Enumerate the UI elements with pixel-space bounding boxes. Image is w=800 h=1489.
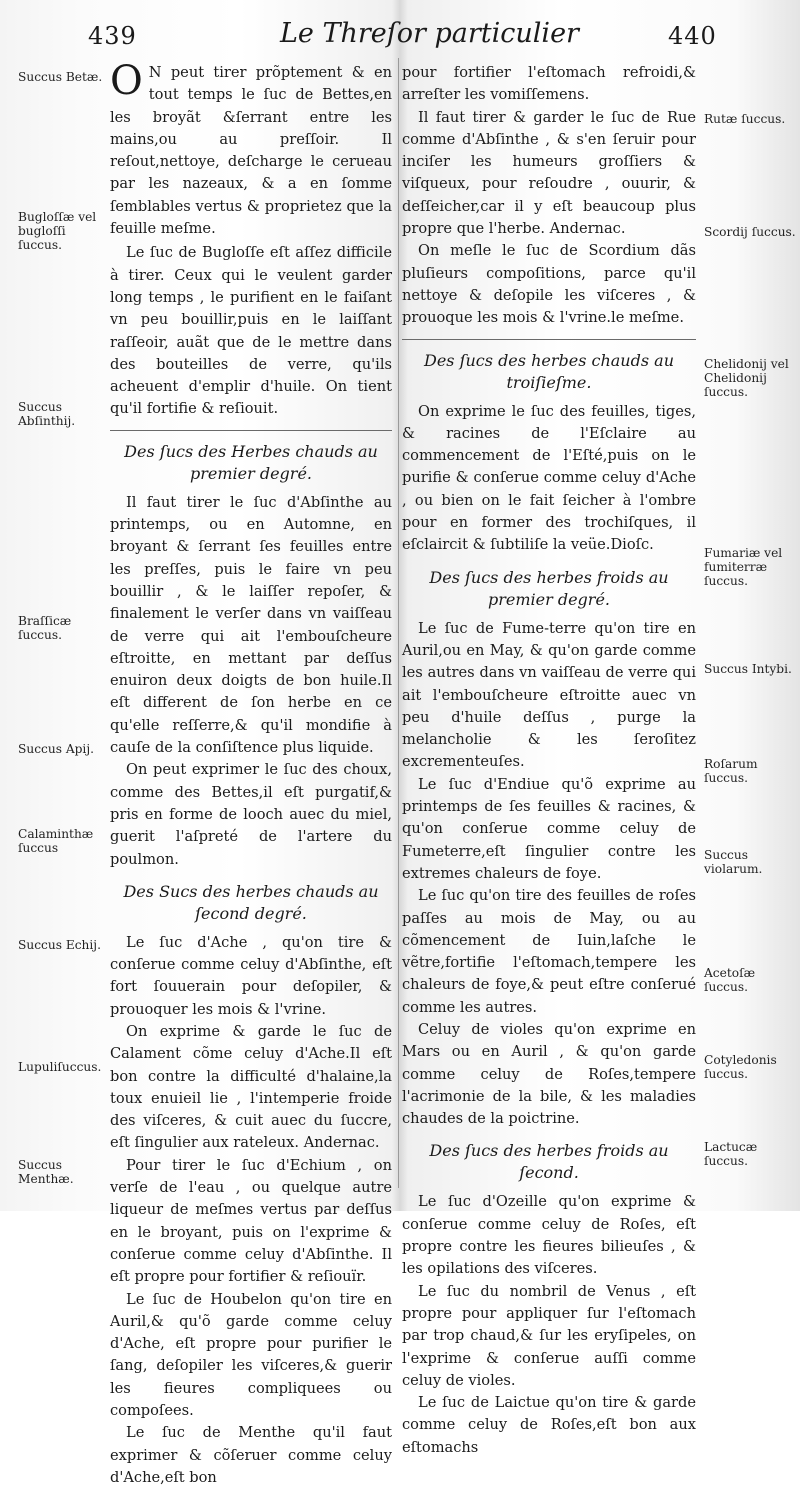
section-heading: Des ſucs des herbes chauds au troiſieſme. xyxy=(423,350,674,392)
margin-note: Fumariæ vel fumiterræ ſuccus. xyxy=(704,546,783,588)
paragraph-echium: Pour tirer le ſuc d'Echium , on verſe de l'eau , ou quelque autre liqueur de meſmes vertus par deſſus en le broyant, puis on l'exprime & conſerue comme celuy d'Abſinthe. Il eſt propre pour fortifier & reſiouïr. xyxy=(110,1156,392,1286)
margin-note: Succus Apij. xyxy=(18,742,94,756)
margin-note: Bugloſſæ vel bugloſſi ſuccus. xyxy=(18,210,97,252)
margin-note: Chelidonij vel Chelidonij ſuccus. xyxy=(704,357,789,399)
paragraph-houbelon: Le ſuc de Houbelon qu'on tire en Auril,& qu'õ garde comme celuy d'Ache, eſt propre pour purifier le ſang, deſopiler les viſceres,& guerir les fieures compliquees ou compoſees. xyxy=(110,1290,392,1420)
margin-note: Lactucæ ſuccus. xyxy=(704,1140,758,1168)
margin-note: Lupuliſuccus. xyxy=(18,1060,102,1074)
margin-note: Roſarum ſuccus. xyxy=(704,757,758,785)
margin-note: Succus Echij. xyxy=(18,938,101,952)
page-number-left: 439 xyxy=(88,22,137,50)
section-heading: Des ſucs des herbes froids au premier degré. xyxy=(429,567,669,609)
running-title: Le Threſor particulier xyxy=(280,18,579,49)
paragraph-absinthe: Il faut tirer le ſuc d'Abſinthe au printemps, ou en Automne, en broyant & ſerrant ſes feuilles entre les preſſes, puis le faire vn peu bouillir , & le laiſſer repoſer, & finalement le verſer dans vn vaiſſeau de verre qui ait l'embouſcheure eſtroitte, en mettant par deſſus enuiron deux doigts de bon huile.Il eſt different de ſon herbe en ce qu'elle reſſerre,& qu'il mondifie à cauſe de la conſiſtence plus liquide. xyxy=(110,493,392,757)
paragraph-menthe: Le ſuc de Menthe qu'il faut exprimer & cõſeruer comme celuy d'Ache,eſt bon xyxy=(110,1424,392,1486)
margin-note: Acetoſæ ſuccus. xyxy=(704,966,756,994)
margin-note: Calaminthæ ſuccus xyxy=(18,827,94,855)
paragraph-continued: pour fortifier l'eſtomach refroidi,& arreſter les vomiſſemens. xyxy=(402,64,696,104)
column-divider xyxy=(398,58,399,1188)
margin-note: Cotyledonis ſuccus. xyxy=(704,1053,777,1081)
paragraph-bettes xyxy=(110,58,392,240)
margin-note: Succus Betæ. xyxy=(18,70,103,84)
paragraph-violes: Celuy de violes qu'on exprime en Mars ou en Auril , & qu'on garde comme celuy de Roſes,tempere l'acrimonie de la bile, & les maladies chaudes de la poictrine. xyxy=(402,1020,696,1128)
margin-note: Braſſicæ ſuccus. xyxy=(18,614,72,642)
paragraph-roses: Le ſuc qu'on tire des feuilles de roſes paſſes au mois de May, ou au cõmencement de Iuin,laſche le vẽtre,fortifie l'eſtomach,tempere les chaleurs de foye,& peut eſtre conſerué comme les autres. xyxy=(402,887,696,1016)
margin-note: Succus violarum. xyxy=(704,848,763,876)
right-column xyxy=(402,62,696,1459)
paragraph-fume-terre: Le ſuc de Fume-terre qu'on tire en Auril,ou en May, & qu'on garde comme les autres dans vn vaiſſeau de verre qui ait l'embouſcheure eſtroitte auec vn peu d'huile deſſus , purge la melancholie & les ſeroſitez excrementeuſes. xyxy=(402,619,696,771)
paragraph-ozeille: Le ſuc d'Ozeille qu'on exprime & conſerue comme celuy de Roſes, eſt propre contre les fieures bilieuſes , & les opilations des viſceres. xyxy=(402,1193,696,1278)
paragraph-rue: Il faut tirer & garder le ſuc de Rue comme d'Abſinthe , & s'en ſeruir pour inciſer les humeurs groſſiers & viſqueux, pour reſoudre , ouurir, & deſſeicher,car il y eſt beaucoup plus propre que l'herbe. Andernac. xyxy=(402,108,696,238)
paragraph-buglosse: Le ſuc de Bugloſſe eſt aſſez difficile à tirer. Ceux qui le veulent garder long temps , le purifient en le faiſant vn peu bouillir,puis en le laiſſant raſſeoir, auãt que de le mettre dans des bouteilles de verre, qu'ils acheuent d'emplir d'huile. On tient qu'il fortifie & reſiouit. xyxy=(110,244,392,418)
margin-note: Scordij ſuccus. xyxy=(704,225,796,239)
paragraph-text: N peut tirer prõptement & en tout temps le ſuc de Bettes,en les broyãt &ſerrant entre les mains,ou au preſſoir. Il reſout,nettoye, deſcharge le cerueau par les nazeaux, & a en ſomme ſemblables vertus & proprietez que la feuille meſme. xyxy=(110,64,392,238)
paragraph-endiue: Le ſuc d'Endiue qu'õ exprime au printemps de ſes feuilles & racines, & qu'on conſerue comme celuy de Fumeterre,eſt ſingulier contre les extremes chaleurs de foye. xyxy=(402,775,696,882)
paragraph-choux: On peut exprimer le ſuc des choux, comme des Bettes,il eſt purgatif,& pris en forme de looch auec du miel, guerit l'aſpreté de l'artere du poulmon. xyxy=(110,761,392,868)
drop-cap: O xyxy=(110,58,143,104)
section-heading: Des ſucs des Herbes chauds au premier degré. xyxy=(124,441,378,483)
section-rule xyxy=(402,339,696,340)
paragraph-laictue: Le ſuc de Laictue qu'on tire & garde comme celuy de Roſes,eſt bon aux eſtomachs xyxy=(402,1394,696,1456)
margin-note: Succus Abſinthij. xyxy=(18,400,76,428)
page-number-right: 440 xyxy=(668,22,717,50)
margin-note: Rutæ ſuccus. xyxy=(704,112,786,126)
paragraph-calament: On exprime & garde le ſuc de Calament cõme celuy d'Ache.Il eſt bon contre la difficulté d'halaine,la toux enuieil lie , l'intemperie froide des viſceres, & cuit auec du ſuccre, eſt ſingulier aux rateleux. Andernac. xyxy=(110,1022,392,1152)
paragraph-nombril-venus: Le ſuc du nombril de Venus , eſt propre pour appliquer ſur l'eſtomach par trop chaud,& ſur les eryſipeles, on l'exprime & conſerue auſſi comme celuy de violes. xyxy=(402,1282,696,1389)
margin-note: Succus Intybi. xyxy=(704,662,792,676)
margin-note: Succus Menthæ. xyxy=(18,1158,74,1186)
left-column xyxy=(110,58,392,1489)
paragraph-ache: Le ſuc d'Ache , qu'on tire & conſerue comme celuy d'Abſinthe, eſt fort ſouuerain pour deſopiler, & prouoquer les mois & l'vrine. xyxy=(110,933,392,1018)
section-heading: Des ſucs des herbes froids au ſecond. xyxy=(429,1141,669,1183)
paragraph-scordium: On meſle le ſuc de Scordium dãs pluſieurs compoſitions, parce qu'il nettoye & deſopile les viſceres , & prouoque les mois & l'vrine.le meſme. xyxy=(402,242,696,327)
section-heading: Des Sucs des herbes chauds au ſecond degré. xyxy=(123,881,379,923)
section-rule xyxy=(110,430,392,431)
paragraph-esclaire: On exprime le ſuc des feuilles, tiges, & racines de l'Eſclaire au commencement de l'Eſté,puis on le purifie & conſerue comme celuy d'Ache , ou bien on le fait ſeicher à l'ombre pour en former des trochiſques, il eſclaircit & ſubtiliſe la veüe.Dioſc. xyxy=(402,402,696,554)
